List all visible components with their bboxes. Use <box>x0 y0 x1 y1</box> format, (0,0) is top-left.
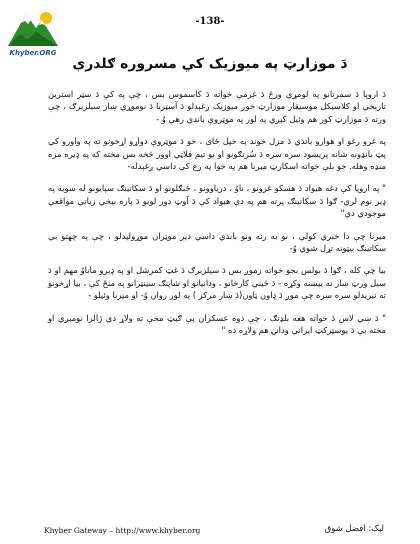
page-number: -138- <box>195 16 225 27</box>
logo-text: Khyber.ORG <box>9 49 57 57</box>
page-title: دَ موزارټ په ميوزيک کي مسروره ګلدرې <box>72 56 348 72</box>
paragraph: " په اروپا کې دغه هيواد دَ هسکو غرونو ، ناوُ ، درياوونو ، ځنګلونو او دَ سکاتينګ سپايونو له سوبه په ډير نوم لري- ګوا دَ سکاتينګ پرته هم په دې هيواد کې دَ آوټ دور لوبو دَ پاره بيخي زياتي مواقعي موجودي دي" <box>48 183 386 219</box>
mountain-logo-icon <box>6 6 60 48</box>
footer-source: Khyber Gateway – http://www.khyber.org <box>44 526 201 535</box>
paragraph: په غرو رغو او هوارو باندي دَ مزل خوند په خپل ځای ، خو دَ موټروې دواړو اړخونو ته په واورو کي پټ بانډونه شانه پريښود سره سره دَ سُرتګونو او بو تيم فلاټي اوور څخه بس مخته که په ډيره مزه منډه وهله. خو بلې خواته اسکارټ ميرنا هم په خوا په ږغ کي داسي ږغېدله- <box>48 136 386 172</box>
article-body <box>48 88 386 347</box>
paragraph: دَ اروپا دَ سمرتانو په لومړي ورځ دَ غرمې خواته دَ کاسموس بس ، چې په کې دَ سټر استرين تاريخي او کلاسيکل موسيقار موزارټ خوږ ميوزيک ږغېدلو دَ آسټريا دَ نوموړي ښار سيلزبرګ ، چې ورته دَ موزارټ کور هم وئيل کيږي په لور په موټروې باندي رهي وُ - <box>48 89 386 124</box>
paragraph: ميرنا چې دا خبري کولي ، نو به رنه ونو باندي داسي دير موټران موړوليدلو ، چې په چهتو بي سکاتينګ بيټونه تړل شوي وُ- <box>48 230 386 254</box>
footer-author: ليک: افضل شوق <box>324 524 384 534</box>
site-logo <box>6 6 60 64</box>
paragraph: بيا چې کله ، ګوا دَ بولس بجو خواته زموږ بس دَ سيلزبرګ دَ غټ کمرشل او په ډيرو ماناوُ مهم او دَ سيل ورټ ښار ته ييښنه وکړه - دَ ځيني کارخانو ، ودانيانو او شاپنګ سينټرانو په منځ کې ، بيا اړخونو ته تيريدلو سره سره چې موږ دَ ډاون ټاون(دَ ښار مرکز ) په لور روان وُ- او ميرنا وئيلو - <box>48 265 386 301</box>
paragraph: " دَ ښي لاس دَ خواته هغه بلډنګ ، چې دوه عسکران پې ګيټ مخې ته ولاړ دي ژالزا نوميږي او مخته بې دَ يوسټرکټ ايراني ودانۍ هم ولاړه ده " <box>48 312 386 336</box>
